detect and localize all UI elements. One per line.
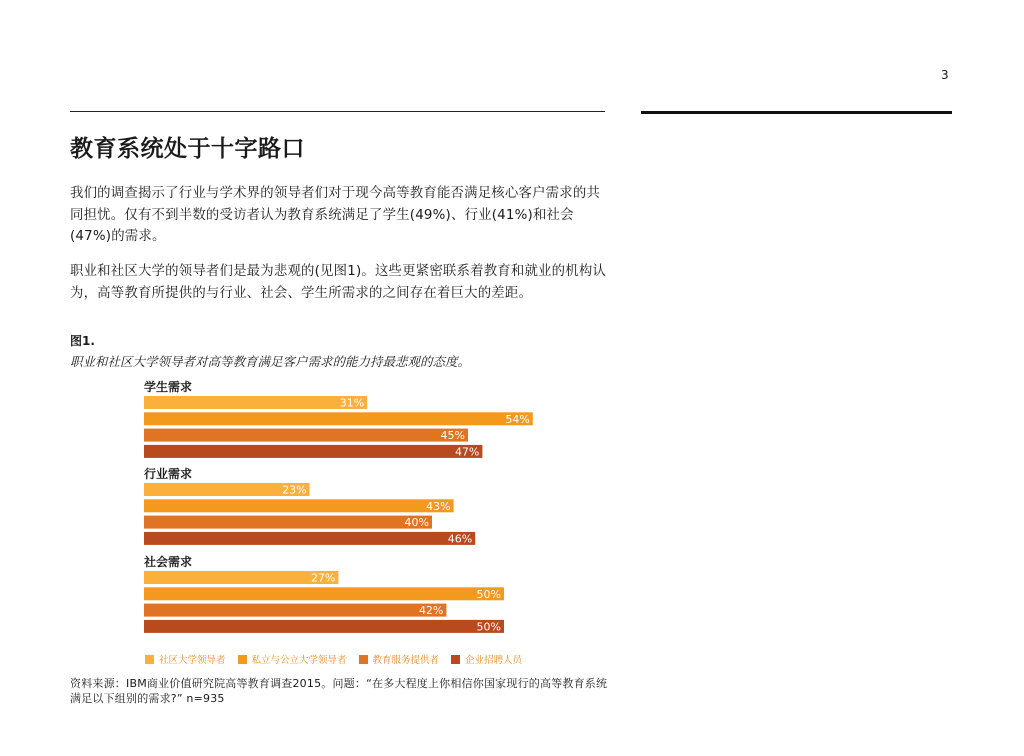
legend-item-1 xyxy=(145,652,226,666)
group-label: 社会需求 xyxy=(144,555,193,569)
bar xyxy=(144,396,367,409)
figure-label: 图1. xyxy=(70,334,95,348)
chart-legend xyxy=(145,652,522,666)
bar-value-label: 42% xyxy=(418,604,444,618)
group-label: 行业需求 xyxy=(144,467,193,481)
legend-swatch-2 xyxy=(238,655,247,664)
bar-value-label: 31% xyxy=(339,396,365,410)
bar-value-label: 47% xyxy=(454,445,480,459)
legend-item-3 xyxy=(359,652,440,666)
legend-item-2 xyxy=(238,652,347,666)
page-title: 教育系统处于十字路口 xyxy=(70,136,305,162)
page-number: 3 xyxy=(941,68,949,82)
legend-label-3: 教育服务提供者 xyxy=(372,655,440,666)
bar xyxy=(144,445,482,458)
bar xyxy=(144,516,432,529)
bar-value-label: 54% xyxy=(505,412,530,426)
source-note: 资料来源：IBM商业价值研究院高等教育调查2015。问题：“在多大程度上你相信你国家现行的高等教育系统满足以下组别的需求?” n=935 xyxy=(70,677,608,705)
legend-swatch-3 xyxy=(359,655,368,664)
body-paragraph-1: 我们的调查揭示了行业与学术界的领导者们对于现今高等教育能否满足核心客户需求的共同担忧。仅有不到半数的受访者认为教育系统满足了学生(49%)、行业(41%)和社会(47%)的需求。 xyxy=(70,186,601,244)
bar xyxy=(144,532,475,545)
legend-label-1: 社区大学领导者 xyxy=(159,655,226,666)
bar-value-label: 23% xyxy=(282,483,307,497)
bar xyxy=(144,429,468,442)
bar-value-label: 46% xyxy=(447,532,473,546)
bar-value-label: 43% xyxy=(426,499,451,513)
bar-value-label: 27% xyxy=(310,571,336,585)
legend-swatch-1 xyxy=(145,655,154,664)
bar-value-label: 50% xyxy=(476,620,501,634)
body-paragraph-2: 职业和社区大学的领导者们是最为悲观的(见图1)。这些更紧密联系着教育和就业的机构认为，高等教育所提供的与行业、社会、学生所需求的之间存在着巨大的差距。 xyxy=(70,264,607,301)
bar xyxy=(144,620,504,633)
legend-label-4: 企业招聘人员 xyxy=(465,655,523,666)
bar-value-label: 40% xyxy=(404,516,429,530)
bar xyxy=(144,571,338,584)
bar xyxy=(144,587,504,600)
bar xyxy=(144,499,454,512)
bar-value-label: 50% xyxy=(476,587,501,601)
bar xyxy=(144,604,446,617)
legend-item-4 xyxy=(451,652,522,666)
legend-label-2: 私立与公立大学领导者 xyxy=(251,655,347,666)
legend-swatch-4 xyxy=(451,655,460,664)
bar xyxy=(144,412,533,425)
bar-value-label: 45% xyxy=(440,429,465,443)
figure-caption: 职业和社区大学领导者对高等教育满足客户需求的能力持最悲观的态度。 xyxy=(70,354,471,369)
group-label: 学生需求 xyxy=(144,380,193,394)
